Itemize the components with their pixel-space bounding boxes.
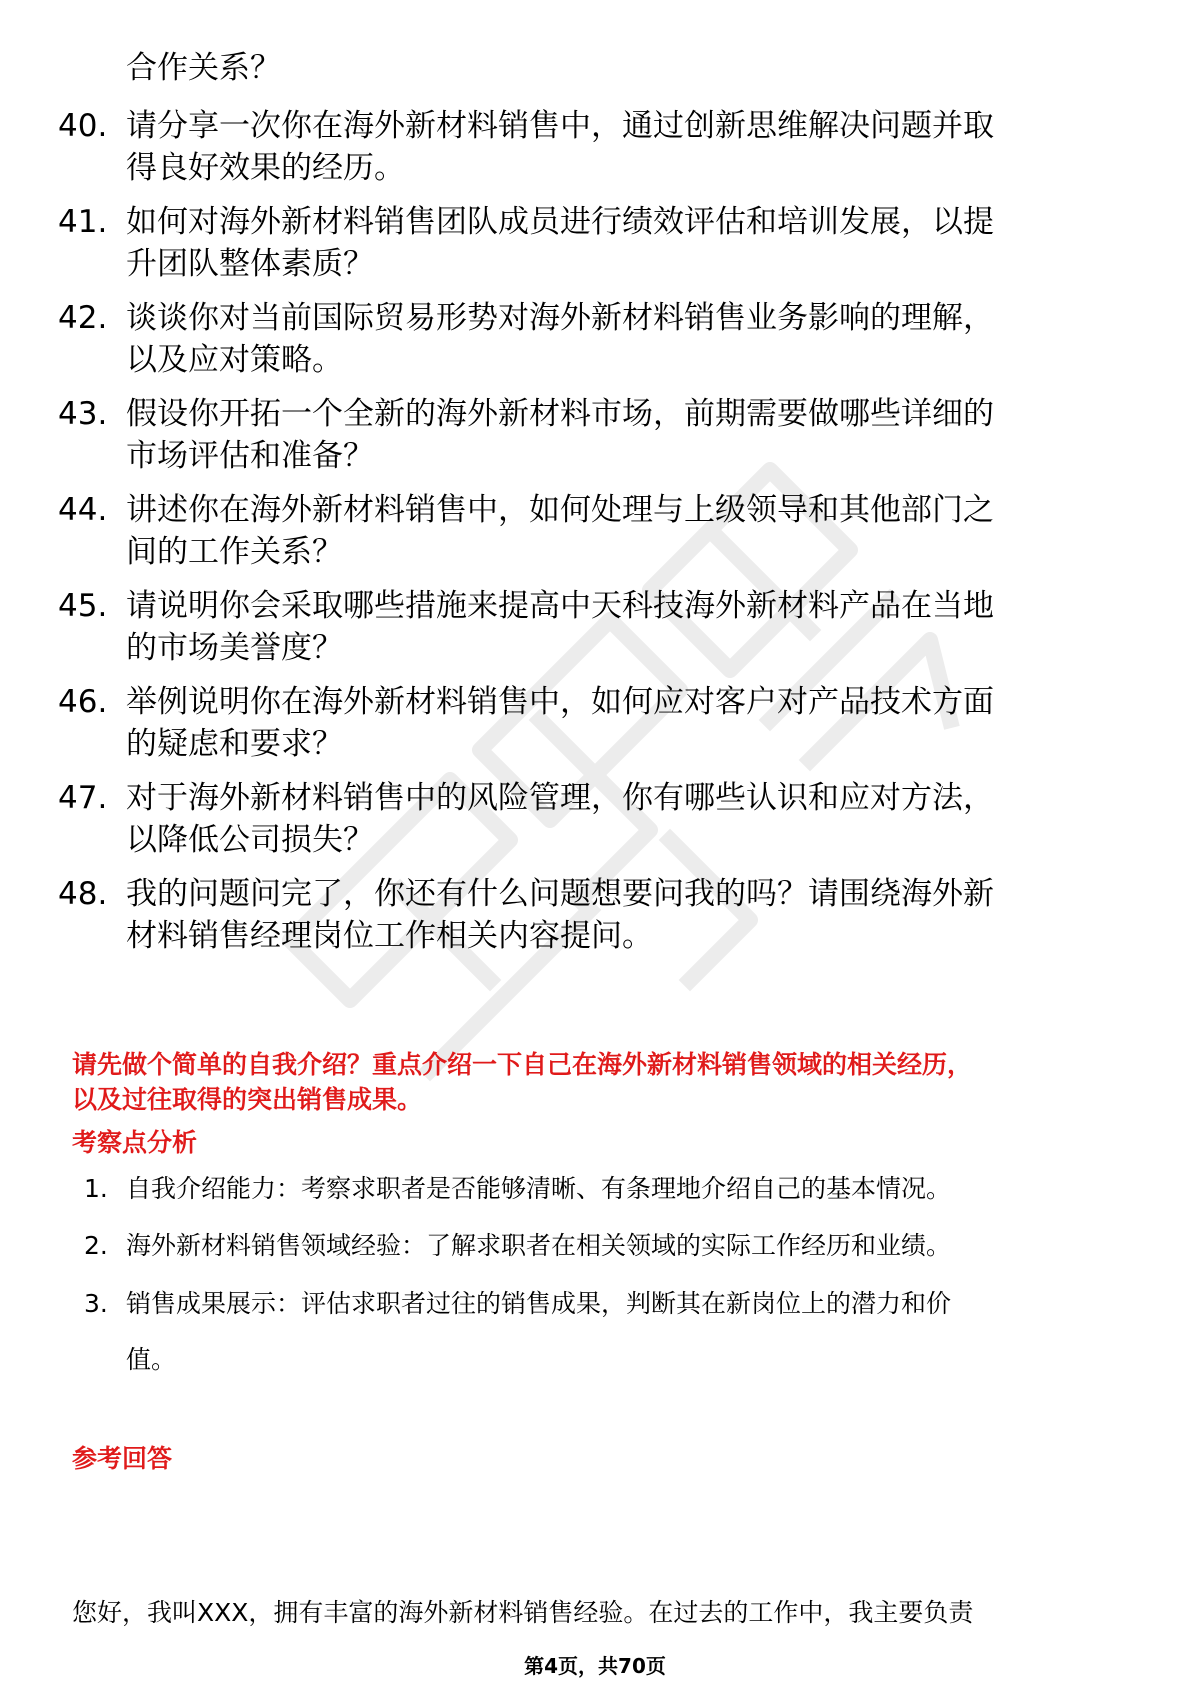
question-number: 46.: [58, 684, 108, 720]
question-item: [58, 393, 1128, 477]
question-item: [58, 585, 1128, 669]
analysis-number: 2.: [84, 1231, 108, 1260]
question-number: 44.: [58, 492, 108, 528]
analysis-point: [84, 1161, 1124, 1217]
analysis-text: 海外新材料销售领域经验：了解求职者在相关领域的实际工作经历和业绩。: [126, 1231, 952, 1260]
continuation-line: 合作关系？: [126, 50, 281, 86]
highlight-question: 请先做个简单的自我介绍？重点介绍一下自己在海外新材料销售领域的相关经历， 以及过往取得的突出销售成果。: [72, 1050, 973, 1114]
question-text: 请分享一次你在海外新材料销售中，通过创新思维解决问题并取 得良好效果的经历。: [126, 108, 994, 186]
analysis-number: 3.: [84, 1289, 108, 1318]
question-number: 41.: [58, 204, 108, 240]
question-item: [58, 681, 1128, 765]
question-item: [58, 105, 1128, 189]
answer-text: 您好，我叫XXX，拥有丰富的海外新材料销售经验。在过去的工作中，我主要负责: [72, 1598, 974, 1627]
question-text: 对于海外新材料销售中的风险管理，你有哪些认识和应对方法， 以降低公司损失？: [126, 780, 994, 858]
question-item: [58, 777, 1128, 861]
question-text: 举例说明你在海外新材料销售中，如何应对客户对产品技术方面 的疑虑和要求？: [126, 684, 994, 762]
page-number: 第4页，共70页: [524, 1654, 666, 1678]
question-number: 40.: [58, 108, 108, 144]
question-number: 48.: [58, 876, 108, 912]
question-number: 47.: [58, 780, 108, 816]
analysis-point: [84, 1218, 1124, 1274]
question-text: 谈谈你对当前国际贸易形势对海外新材料销售业务影响的理解， 以及应对策略。: [126, 300, 994, 378]
analysis-heading: 考察点分析: [72, 1128, 198, 1157]
analysis-point: [84, 1276, 1124, 1388]
question-item: [58, 489, 1128, 573]
question-item: [58, 201, 1128, 285]
question-number: 43.: [58, 396, 108, 432]
reference-heading: 参考回答: [72, 1444, 173, 1473]
question-text: 讲述你在海外新材料销售中，如何处理与上级领导和其他部门之 间的工作关系？: [126, 492, 994, 570]
analysis-number: 1.: [84, 1174, 108, 1203]
question-text: 如何对海外新材料销售团队成员进行绩效评估和培训发展，以提 升团队整体素质？: [126, 204, 994, 282]
question-text: 我的问题问完了，你还有什么问题想要问我的吗？请围绕海外新 材料销售经理岗位工作相关内容提问。: [126, 876, 994, 954]
question-number: 42.: [58, 300, 108, 336]
analysis-text: 自我介绍能力：考察求职者是否能够清晰、有条理地介绍自己的基本情况。: [126, 1174, 952, 1203]
analysis-text: 销售成果展示：评估求职者过往的销售成果，判断其在新岗位上的潜力和价 值。: [126, 1289, 952, 1374]
question-text: 请说明你会采取哪些措施来提高中天科技海外新材料产品在当地 的市场美誉度？: [126, 588, 994, 666]
question-item: [58, 297, 1128, 381]
question-item: [58, 873, 1128, 957]
question-text: 假设你开拓一个全新的海外新材料市场，前期需要做哪些详细的 市场评估和准备？: [126, 396, 994, 474]
question-number: 45.: [58, 588, 108, 624]
